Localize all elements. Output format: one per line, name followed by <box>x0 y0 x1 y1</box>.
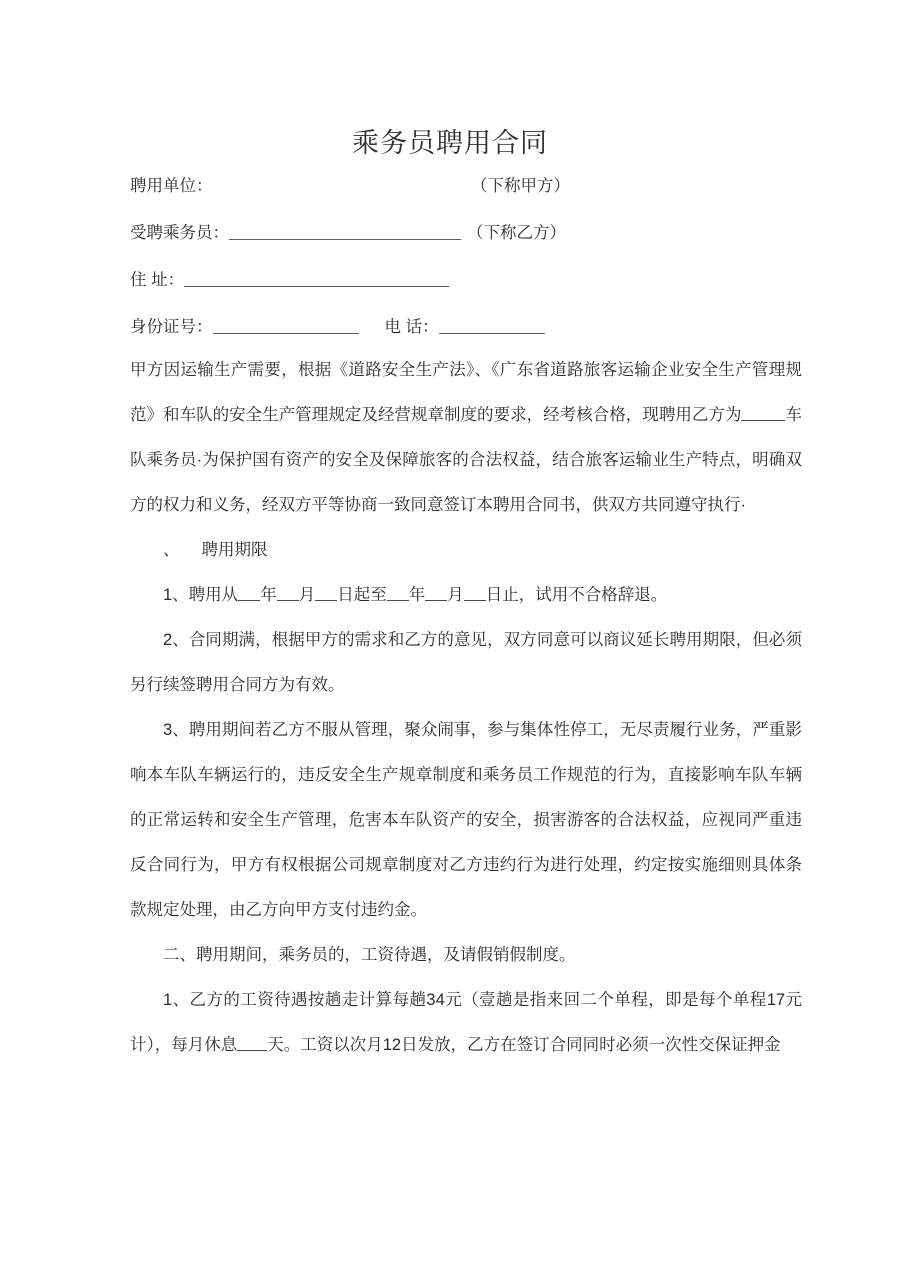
item-1-1-rule-day-start[interactable] <box>315 584 337 601</box>
phone-input-rule[interactable] <box>439 315 545 334</box>
section-1-marker: 、 <box>163 541 180 559</box>
item-2-1-text-1: 1、乙方的工资待遇按趟走计算每趟34元（壹趟是指来回二个单程，即是每个单程17元计），每月休息 <box>130 991 802 1054</box>
employer-party-note: （下称甲方） <box>471 177 570 195</box>
page-title: 乘务员聘用合同 <box>352 128 548 159</box>
item-1-1-rule-year-end[interactable] <box>387 584 409 601</box>
id-number-input-rule[interactable] <box>213 315 359 334</box>
item-1-2: 2、合同期满，根据甲方的需求和乙方的意见，双方同意可以商议延长聘用期限，但必须另行续签聘用合同方为有效。 <box>130 631 802 694</box>
item-1-1-rule-month-end[interactable] <box>425 584 447 601</box>
header-fields <box>130 163 810 351</box>
employer-label: 聘用单位： <box>130 177 213 195</box>
item-1-1-rule-day-end[interactable] <box>464 584 486 601</box>
preamble-blank-rule[interactable] <box>741 404 785 421</box>
field-row-employer <box>130 163 810 210</box>
item-2-1-text-2: 天。工资以次月12日发放，乙方在签订合同同时必须一次性交保证押金 <box>267 1036 781 1054</box>
employee-party-note: （下称乙方） <box>467 224 566 242</box>
item-1-1-text-1: 1、聘用从 <box>163 586 239 604</box>
preamble-text-2: 车队乘务员·为保护国有资产的安全及保障旅客的合法权益，结合旅客运输业生产特点，明确双方的权力和义务，经双方平等协商一致同意签订本聘用合同书，供双方共同遵守执行· <box>130 406 803 514</box>
field-row-employee <box>130 210 810 257</box>
item-2-1-rest-days-rule[interactable] <box>237 1034 267 1051</box>
item-1-1-rule-month-start[interactable] <box>277 584 299 601</box>
employee-input-rule[interactable] <box>229 221 461 240</box>
section-2-heading: 二、聘用期间，乘务员的，工资待遇，及请假销假制度。 <box>163 946 576 964</box>
address-input-rule[interactable] <box>184 268 449 287</box>
item-1-3: 3、聘用期间若乙方不服从管理，聚众闹事，参与集体性停工，无尽责履行业务，严重影响本车队车辆运行的，违反安全生产规章制度和乘务员工作规范的行为，直接影响车队车辆的正常运转和安全生产管理，危害本车队资产的安全，损害游客的合法权益，应视同严重违反合同行为，甲方有权根据公司规章制度对乙方违约行为进行处理，约定按实施细则具体条款规定处理，由乙方向甲方支付违约金。 <box>130 721 802 919</box>
item-1-1-text-7: 日止，试用不合格辞退。 <box>485 586 668 604</box>
phone-label: 电 话： <box>384 318 439 336</box>
item-1-1 <box>130 573 802 618</box>
employee-label: 受聘乘务员： <box>130 224 229 242</box>
item-1-1-rule-year-start[interactable] <box>238 584 260 601</box>
item-2-1 <box>130 978 802 1068</box>
address-label: 住 址： <box>130 271 185 289</box>
item-1-1-text-5: 年 <box>408 586 426 604</box>
field-row-address <box>130 257 810 304</box>
item-1-1-text-3: 月 <box>298 586 316 604</box>
item-1-1-text-2: 年 <box>260 586 277 604</box>
section-1-heading <box>130 528 802 573</box>
item-1-1-text-6: 月 <box>447 586 464 604</box>
preamble-text-1: 甲方因运输生产需要，根据《道路安全生产法》、《广东省道路旅客运输企业安全生产管理规范》和车队的安全生产管理规定及经营规章制度的要求，经考核合格，现聘用乙方为 <box>130 361 802 424</box>
field-row-id-phone <box>130 304 810 351</box>
item-1-1-text-4: 日起至 <box>337 586 387 604</box>
preamble-paragraph <box>130 348 802 528</box>
section-1-heading-text: 聘用期限 <box>201 541 268 559</box>
document-body <box>130 348 802 1068</box>
id-number-label: 身份证号： <box>130 318 213 336</box>
